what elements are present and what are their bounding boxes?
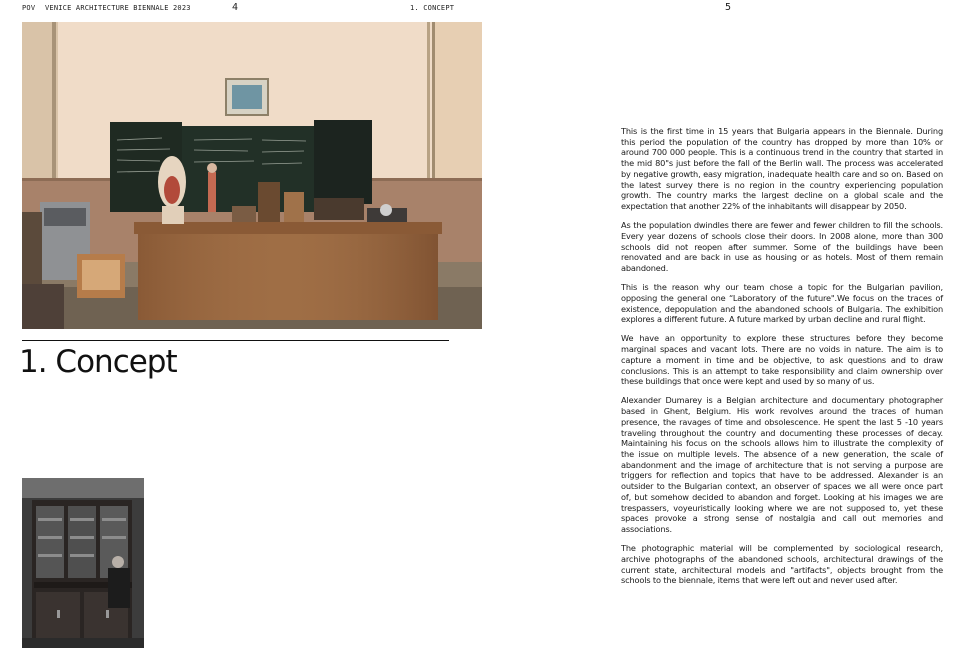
paragraph: As the population dwindles there are fewer and fewer children to fill the schools. Every year dozens of schools close their doors. In 2008 alone, more than 300 schools did not reopen after summer. Some of the buildings have been renovated and are back in use as housing or as hotels. Most of them remain abandoned. <box>621 220 943 273</box>
page-number-right: 5 <box>725 2 732 13</box>
paragraph: This is the reason why our team chose a topic for the Bulgarian pavilion, opposing the general one “Laboratory of the future".We focus on the traces of existence, depopulation and the abandoned schools of Bulgaria. The exhibition explores a different future. A future marked by urban decline and rural flight. <box>621 282 943 325</box>
page-number-left: 4 <box>232 2 239 13</box>
paragraph: Alexander Dumarey is a Belgian architecture and documentary photographer based in Ghent, Belgium. His work revolves around the traces of human presence, the ravages of time and obsolescence. He spent the last 5 -10 years traveling throughout the country and documenting these processes of decay. Maintaining his focus on the schools allows him to illustrate the complexity of the issue on multiple levels. The absence of a new generation, the scale of abandonment and the image of architecture that is not serving a purpose are triggers for reflection and topics that have to be addressed. Alexander is an outsider to the Bulgarian context, an observer of spaces we all were once part of, but somehow decided to abandon and forget. Looking at his images we are trespassers, voyeuristically looking where we are not supposed to, yet these spaces provoke a strong sense of nostalgia and call out memories and associations. <box>621 395 943 534</box>
body-text <box>621 126 943 594</box>
archive-bookcase-photo <box>22 478 144 648</box>
paragraph: The photographic material will be complemented by sociological research, archive photographs of the abandoned schools, architectural drawings of the current state, architectural models and "artifacts", objects brought from the schools to the biennale, items that were left out and never used after. <box>621 543 943 586</box>
classroom-photo <box>22 22 482 329</box>
header-label: POV <box>22 4 36 12</box>
publication-title: VENICE ARCHITECTURE BIENNALE 2023 <box>45 4 191 12</box>
paragraph: This is the first time in 15 years that Bulgaria appears in the Biennale. During this period the population of the country has dropped by more than 10% or around 700 000 people. This is a continuous trend in the country that started in the mid 80"s just before the fall of the Berlin wall. The process was accelerated by negative growth, easy migration, inadequate health care and so on. Based on the latest survey there is no region in the country experiencing population growth. The country marks the largest decline on a global scale and the expectation that another 22% of the inhabitants will disappear by 2050. <box>621 126 943 211</box>
section-label: 1. CONCEPT <box>410 4 455 12</box>
title-divider <box>22 340 449 341</box>
paragraph: We have an opportunity to explore these structures before they become marginal spaces and vacant lots. There are no voids in nature. The aim is to capture a moment in time and be objective, to ask questions and to draw conclusions. This is an attempt to take responsibility and claim ownership over these buildings that once were kept and used by so many of us. <box>621 333 943 387</box>
section-title: 1. Concept <box>19 344 177 380</box>
